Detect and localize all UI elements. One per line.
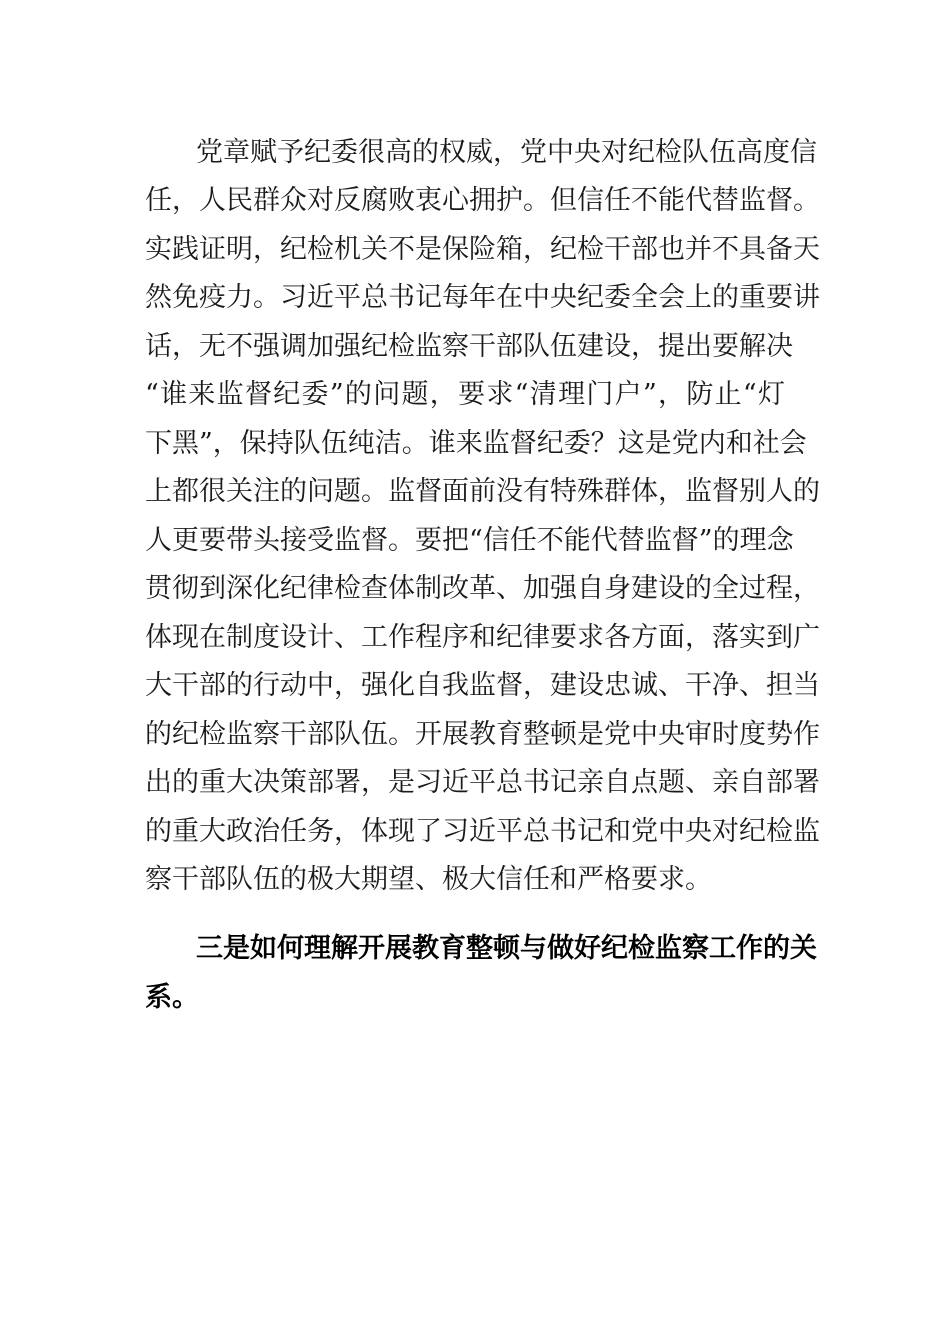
paragraph-line: 上都很关注的问题。监督面前没有特殊群体，监督别人的 (145, 476, 820, 507)
paragraph-line: “谁来监督纪委”的问题，要求“清理门户”，防止“灯 (145, 379, 785, 410)
paragraph-line: 话，无不强调加强纪检监察干部队伍建设，提出要解决 (145, 331, 793, 362)
paragraph-line: 的重大政治任务，体现了习近平总书记和党中央对纪检监 (145, 816, 820, 847)
paragraph-line: 贯彻到深化纪律检查体制改革、加强自身建设的全过程， (145, 573, 820, 604)
paragraph-line: 党章赋予纪委很高的权威，党中央对纪检队伍高度信 (196, 137, 817, 168)
paragraph-line: 人更要带头接受监督。要把“信任不能代替监督”的理念 (145, 525, 794, 556)
paragraph-line: 实践证明，纪检机关不是保险箱，纪检干部也并不具备天 (145, 234, 820, 265)
section-heading-line: 系。 (145, 982, 199, 1013)
section-heading-line: 三是如何理解开展教育整顿与做好纪检监察工作的关 (196, 933, 817, 964)
paragraph-line: 出的重大决策部署，是习近平总书记亲自点题、亲自部署 (145, 767, 820, 798)
paragraph-line: 下黑”，保持队伍纯洁。谁来监督纪委？这是党内和社会 (145, 428, 807, 459)
paragraph-line: 大干部的行动中，强化自我监督，建设忠诚、干净、担当 (145, 670, 820, 701)
paragraph-line: 然免疫力。习近平总书记每年在中央纪委全会上的重要讲 (145, 282, 820, 313)
paragraph-line: 的纪检监察干部队伍。开展教育整顿是党中央审时度势作 (145, 719, 820, 750)
paragraph-line: 察干部队伍的极大期望、极大信任和严格要求。 (145, 864, 712, 895)
paragraph-line: 体现在制度设计、工作程序和纪律要求各方面，落实到广 (145, 622, 820, 653)
paragraph-line: 任，人民群众对反腐败衷心拥护。但信任不能代替监督。 (145, 185, 820, 216)
